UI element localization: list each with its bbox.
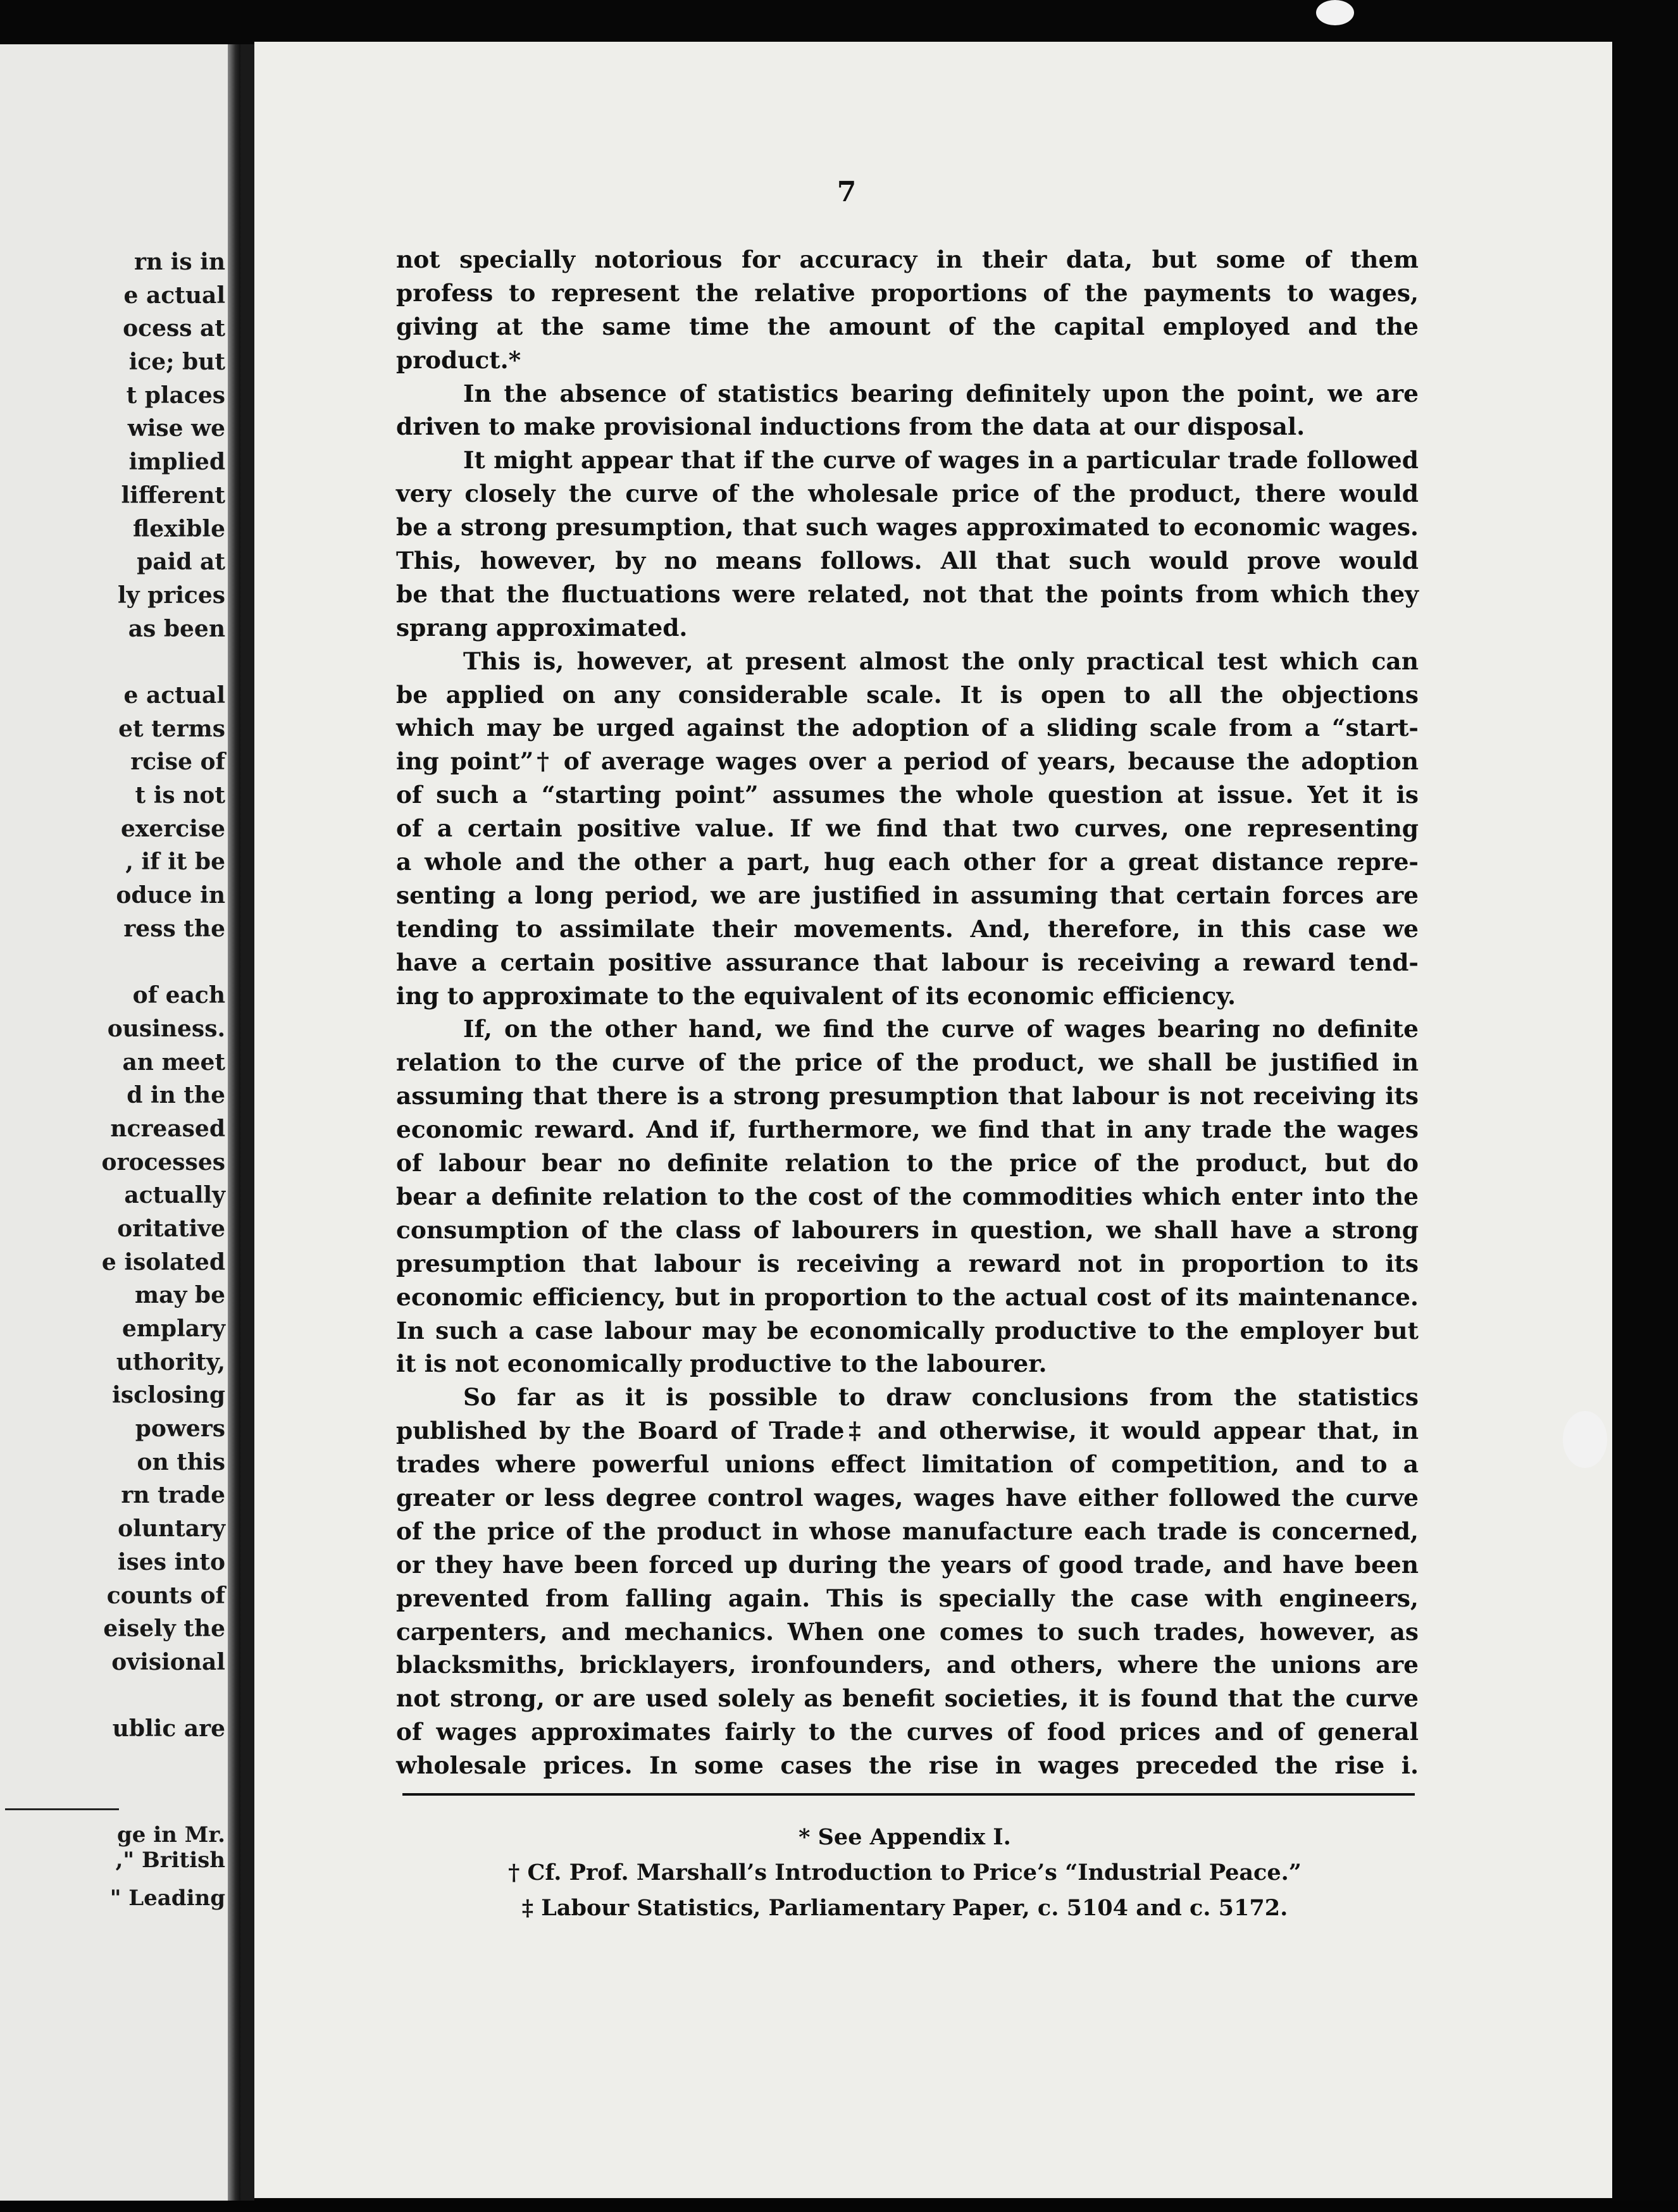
- left-text-line: eisely the: [103, 1615, 225, 1643]
- page-number: 7: [836, 176, 857, 208]
- left-text-line: ncreased: [110, 1115, 225, 1142]
- left-text-line: wise we: [127, 415, 225, 442]
- paragraph: [396, 444, 1419, 644]
- left-text-line: rn is in: [134, 249, 225, 275]
- text-line: wholesale prices. In some cases the rise in wages preceded the rise i.: [396, 1751, 1419, 1780]
- left-text-line: powers: [135, 1415, 225, 1443]
- text-line: be applied on any considerable scale. It is open to all the objections: [396, 680, 1419, 709]
- left-text-line: ovisional: [111, 1648, 225, 1675]
- left-text-line: e actual: [123, 681, 225, 709]
- text-line: of wages approximates fairly to the curves of food prices and of general: [396, 1718, 1419, 1746]
- left-text-line: actually: [124, 1182, 225, 1209]
- text-line: of a certain positive value. If we find that two curves, one representing: [396, 814, 1419, 843]
- text-line: It might appear that if the curve of wages in a particular trade followed: [463, 446, 1419, 475]
- left-text-line: on this: [137, 1448, 225, 1476]
- left-text-line: et terms: [118, 715, 225, 742]
- text-line: carpenters, and mechanics. When one comes to such trades, however, as: [396, 1617, 1419, 1646]
- left-footnote-rule: [5, 1808, 119, 1810]
- text-line: ing point”† of average wages over a period of years, because the adoption: [396, 747, 1419, 776]
- text-line: product.*: [396, 345, 521, 374]
- left-text-line: exercise: [120, 815, 225, 842]
- text-line: This, however, by no means follows. All that such would prove would: [396, 547, 1419, 575]
- left-text-line: oluntary: [118, 1515, 225, 1543]
- footnotes: [380, 1820, 1430, 1926]
- paragraph: [396, 1012, 1419, 1381]
- left-text-line: ice; but: [128, 349, 225, 376]
- left-text-line: isclosing: [112, 1382, 225, 1409]
- left-footnote-line: ," British: [115, 1848, 225, 1873]
- left-text-line: rcise of: [130, 749, 225, 776]
- paragraph: [396, 243, 1419, 377]
- text-line: not specially notorious for accuracy in their data, but some of them: [396, 245, 1419, 273]
- text-line: greater or less degree control wages, wages have either followed the curve: [396, 1483, 1419, 1512]
- left-text-line: uthority,: [116, 1348, 225, 1376]
- text-line: be that the fluctuations were related, not that the points from which they: [396, 580, 1419, 608]
- left-text-line: lifferent: [121, 482, 225, 509]
- paper-damage-speck: [1316, 0, 1354, 25]
- footnote-1: * See Appendix I.: [799, 1824, 1011, 1850]
- left-text-line: emplary: [121, 1315, 225, 1342]
- text-line: This is, however, at present almost the only practical test which can: [463, 647, 1419, 675]
- text-line: economic efficiency, but in proportion to the actual cost of its maintenance.: [396, 1283, 1419, 1311]
- paragraph: [396, 645, 1419, 1013]
- left-text-line: e actual: [123, 282, 225, 309]
- left-text-line: an meet: [122, 1048, 225, 1076]
- text-line: If, on the other hand, we find the curve of wages bearing no definite: [463, 1015, 1419, 1043]
- paper-damage-speck: [1563, 1411, 1607, 1468]
- text-line: very closely the curve of the wholesale price of the product, there would: [396, 480, 1419, 508]
- paragraph: [396, 377, 1419, 444]
- footnote-3: ‡ Labour Statistics, Parliamentary Paper, c. 5104 and c. 5172.: [521, 1895, 1288, 1921]
- binding-gutter: [240, 44, 254, 2202]
- left-text-line: paid at: [137, 549, 225, 576]
- text-line: be a strong presumption, that such wages approximated to economic wages.: [396, 513, 1419, 542]
- text-line: of the price of the product in whose manufacture each trade is concerned,: [396, 1517, 1419, 1545]
- text-line: a whole and the other a part, hug each other for a great distance repre-: [396, 848, 1419, 876]
- text-line: profess to represent the relative proportions of the payments to wages,: [396, 278, 1419, 307]
- text-line: consumption of the class of labourers in question, we shall have a strong: [396, 1215, 1419, 1244]
- text-line: In such a case labour may be economically productive to the employer but: [396, 1316, 1419, 1345]
- text-line: giving at the same time the amount of the capital employed and the: [396, 312, 1419, 340]
- text-line: sprang approximated.: [396, 613, 688, 642]
- text-line: In the absence of statistics bearing definitely upon the point, we are: [463, 379, 1419, 407]
- left-page-footnotes: [5, 1822, 233, 1911]
- text-line: prevented from falling again. This is specially the case with engineers,: [396, 1584, 1419, 1612]
- left-paragraph-gap: [5, 1679, 233, 1713]
- text-line: blacksmiths, bricklayers, ironfounders, and others, where the unions are: [396, 1651, 1419, 1679]
- left-text-line: oduce in: [116, 882, 225, 909]
- text-line: senting a long period, we are justified in assuming that certain forces are: [396, 881, 1419, 909]
- text-line: assuming that there is a strong presumption that labour is not receiving its: [396, 1082, 1419, 1110]
- left-text-line: flexible: [133, 515, 225, 542]
- text-line: of labour bear no definite relation to the price of the product, but do: [396, 1149, 1419, 1177]
- left-page-edge: [228, 44, 240, 2202]
- text-line: driven to make provisional inductions from the data at our disposal.: [396, 413, 1305, 441]
- body-text: [396, 243, 1419, 1782]
- text-line: ing to approximate to the equivalent of its economic efficiency.: [396, 981, 1236, 1010]
- text-line: relation to the curve of the price of the product, we shall be justified in: [396, 1048, 1419, 1077]
- text-line: of such a “starting point” assumes the whole question at issue. Yet it is: [396, 781, 1419, 809]
- left-text-line: ress the: [123, 915, 225, 942]
- left-text-line: e isolated: [101, 1248, 225, 1276]
- left-paragraph-gap: [5, 645, 233, 679]
- text-line: published by the Board of Trade‡ and otherwise, it would appear that, in: [396, 1417, 1419, 1445]
- left-text-line: d in the: [127, 1082, 225, 1109]
- text-line: or they have been forced up during the years of good trade, and have been: [396, 1550, 1419, 1579]
- text-line: have a certain positive assurance that labour is receiving a reward tend-: [396, 948, 1419, 976]
- paragraph: [396, 1381, 1419, 1782]
- left-text-line: implied: [128, 449, 225, 476]
- left-text-line: counts of: [106, 1582, 225, 1609]
- left-text-line: as been: [128, 615, 225, 642]
- left-text-line: ublic are: [112, 1715, 225, 1743]
- left-text-line: ocess at: [123, 315, 225, 342]
- left-text-line: ises into: [117, 1548, 225, 1575]
- left-footnote-line: " Leading: [109, 1886, 225, 1911]
- left-text-line: t places: [126, 382, 225, 409]
- footnote-2: † Cf. Prof. Marshall’s Introduction to Price’s “Industrial Peace.”: [508, 1860, 1302, 1886]
- left-text-line: , if it be: [125, 848, 225, 876]
- left-text-line: may be: [135, 1282, 225, 1309]
- text-line: tending to assimilate their movements. And, therefore, in this case we: [396, 914, 1419, 943]
- text-line: bear a definite relation to the cost of the commodities which enter into the: [396, 1182, 1419, 1210]
- left-text-line: of each: [132, 982, 225, 1009]
- text-line: trades where powerful unions effect limitation of competition, and to a: [396, 1450, 1419, 1479]
- left-text-line: ly prices: [117, 581, 225, 609]
- text-line: economic reward. And if, furthermore, we find that in any trade the wages: [396, 1115, 1419, 1144]
- left-text-line: orocesses: [101, 1148, 225, 1176]
- scan-bottom-edge: [0, 2201, 1678, 2212]
- left-paragraph-gap: [5, 945, 233, 979]
- text-line: which may be urged against the adoption of a sliding scale from a “start-: [396, 714, 1419, 742]
- left-text-line: ousiness.: [107, 1015, 225, 1042]
- footnote-rule: [402, 1793, 1415, 1796]
- left-text-line: oritative: [117, 1215, 225, 1242]
- left-page-text: [5, 245, 233, 1746]
- left-text-line: t is not: [135, 782, 225, 809]
- left-page-fragment: [0, 44, 233, 2202]
- left-text-line: rn trade: [121, 1482, 225, 1509]
- text-line: presumption that labour is receiving a reward not in proportion to its: [396, 1249, 1419, 1277]
- text-line: So far as it is possible to draw conclusions from the statistics: [463, 1383, 1419, 1412]
- text-line: not strong, or are used solely as benefit societies, it is found that the curve: [396, 1684, 1419, 1713]
- text-line: it is not economically productive to the labourer.: [396, 1350, 1047, 1378]
- left-footnote-line: ge in Mr.: [117, 1822, 225, 1848]
